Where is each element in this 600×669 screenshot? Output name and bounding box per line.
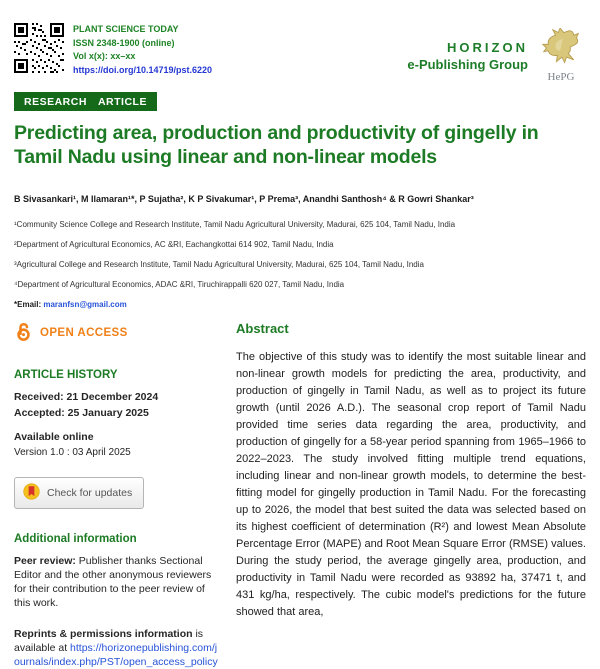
- open-access-icon: [14, 321, 33, 345]
- version-date: Version 1.0 : 03 April 2025: [14, 446, 131, 458]
- available-online-label: Available online: [14, 430, 94, 443]
- check-updates-label: Check for updates: [47, 486, 133, 499]
- peer-review-label: Peer review:: [14, 554, 76, 567]
- publisher-block: [407, 22, 586, 83]
- email-line: [14, 300, 586, 309]
- peer-review-paragraph: [14, 554, 220, 610]
- article-title: Predicting area, production and productivity of gingelly in Tamil Nadu using linear and non-linear models: [14, 122, 539, 168]
- abstract-section: [236, 321, 586, 669]
- reprints-link[interactable]: https://horizonepublishing.com/journals/index.php/PST/open_access_policy: [14, 641, 218, 668]
- affiliation: ¹Community Science College and Research Institute, Tamil Nadu Agricultural University, Madurai, 625 104, Tamil Nadu, India: [14, 219, 456, 229]
- journal-issn: ISSN 2348-1900 (online): [73, 37, 175, 48]
- publisher-logo: [538, 28, 584, 83]
- affiliation: ²Department of Agricultural Economics, AC &RI, Eachangkottai 614 902, Tamil Nadu, India: [14, 239, 334, 249]
- article-info-sidebar: [14, 321, 220, 669]
- affiliation: ⁴Department of Agricultural Economics, ADAC &RI, Tiruchirappalli 620 027, Tamil Nadu, India: [14, 279, 345, 289]
- email-link[interactable]: maranfsn@gmail.com: [43, 299, 127, 309]
- open-access-row: [14, 321, 220, 345]
- lion-icon: [539, 28, 583, 73]
- received-date: Received: 21 December 2024: [14, 390, 159, 403]
- publisher-subname: e-Publishing Group: [407, 56, 528, 72]
- authors-line: B Sivasankari¹, M Ilamaran¹*, P Sujatha², K P Sivakumar¹, P Prema³, Anandhi Santhosh⁴ & R Gowri Shankar³: [14, 193, 474, 204]
- qr-code: [14, 22, 64, 74]
- additional-info-heading: Additional information: [14, 532, 137, 545]
- journal-volume: Vol x(x): xx–xx: [73, 51, 136, 61]
- affiliations: [14, 220, 586, 289]
- check-updates-button[interactable]: [14, 477, 144, 509]
- reprints-text: is available at: [14, 627, 204, 654]
- open-access-label: OPEN ACCESS: [40, 326, 128, 339]
- crossmark-icon: [23, 483, 40, 503]
- masthead: [14, 22, 586, 83]
- affiliation: ³Agricultural College and Research Institute, Tamil Nadu Agricultural University, Madurai, 625 104, Tamil Nadu, India: [14, 259, 424, 269]
- article-history-heading: ARTICLE HISTORY: [14, 368, 118, 381]
- peer-review-text: Publisher thanks Sectional Editor and the other anonymous reviewers for their contribution to the peer review of this work.: [14, 554, 212, 609]
- reprints-label: Reprints & permissions information: [14, 627, 193, 640]
- email-label: *Email:: [14, 299, 42, 309]
- article-type-badge: RESEARCH ARTICLE: [14, 92, 157, 111]
- doi-link[interactable]: https://doi.org/10.14719/pst.6220: [73, 64, 213, 75]
- abstract-text: The objective of this study was to identify the most suitable linear and non-linear growth models for predicting the area, productivity, and production of gingelly in Tamil Nadu, as well as to project its future growth (until 2026 A.D.). The seasonal crop report of Tamil Nadu provided time series data regarding the area, productivity, and production of gingelly for a 58-year period spanning from 1965–1966 to 2022–2023. The study involved fitting multiple trend equations, including linear and non-linear growth models, to determine the best-fitting model for gingelly production in Tamil Nadu. For the forecasting up to 2026, the model that best suited the data was selected based on its highest coefficient of determination (R²) and lowest Mean Absolute Percentage Error (MAPE) and Root Mean Square Error (RMSE) values. During the study period, the average gingelly area, production, and productivity in Tamil Nadu were recorded as 93892 ha, 37471 t, and 431 kg/ha, respectively. The cubic model's predictions for the future showed that area,: [236, 350, 586, 618]
- abstract-heading: Abstract: [236, 320, 289, 336]
- accepted-date: Accepted: 25 January 2025: [14, 406, 149, 419]
- publisher-name: HORIZON: [447, 39, 528, 55]
- journal-name: PLANT SCIENCE TODAY: [73, 24, 179, 34]
- reprints-paragraph: [14, 627, 220, 669]
- publisher-abbr: HePG: [547, 71, 575, 83]
